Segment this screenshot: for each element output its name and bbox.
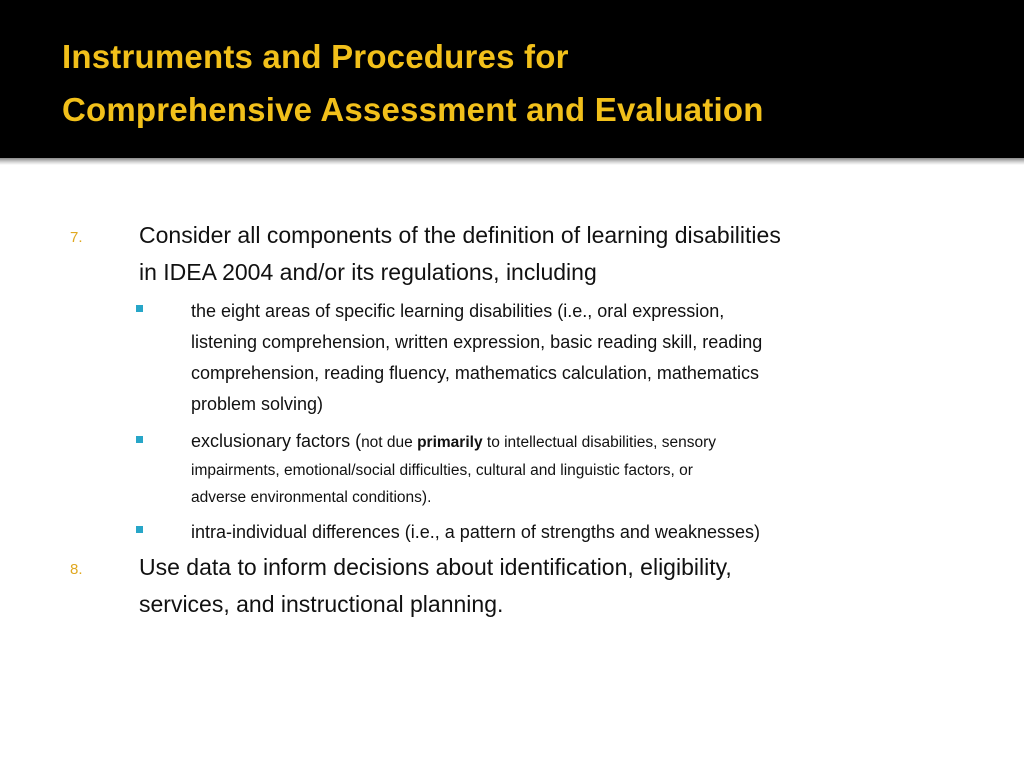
- item-number-7: 7.: [70, 229, 83, 246]
- subitem-areas-line-1: the eight areas of specific learning disabilities (i.e., oral expression,: [191, 301, 725, 321]
- subitem-exclusionary-line-2: impairments, emotional/social difficulties, cultural and linguistic factors, or: [191, 462, 693, 479]
- item-7-text: [139, 217, 989, 291]
- item-8-line-1: Use data to inform decisions about identification, eligibility,: [139, 554, 732, 580]
- subitem-intra-individual: [191, 517, 991, 548]
- item-7-line-1: Consider all components of the definition of learning disabilities: [139, 222, 781, 248]
- bullet-square-icon: [136, 526, 143, 533]
- exclusionary-lead: exclusionary factors (: [191, 431, 362, 451]
- exclusionary-post-bold: to intellectual disabilities, sensory: [482, 434, 717, 451]
- item-number-8: 8.: [70, 561, 83, 578]
- bullet-square-icon: [136, 305, 143, 312]
- subitem-intra-line: intra-individual differences (i.e., a pattern of strengths and weaknesses): [191, 522, 760, 542]
- subitem-areas-line-2: listening comprehension, written expression, basic reading skill, reading: [191, 332, 763, 352]
- subitem-areas-line-3: comprehension, reading fluency, mathematics calculation, mathematics: [191, 363, 759, 383]
- subitem-eight-areas: [191, 296, 991, 420]
- title-line-1: Instruments and Procedures for: [62, 38, 569, 75]
- bullet-square-icon: [136, 436, 143, 443]
- title-line-2: Comprehensive Assessment and Evaluation: [62, 91, 764, 128]
- subitem-areas-line-4: problem solving): [191, 394, 324, 414]
- item-7-line-2: in IDEA 2004 and/or its regulations, including: [139, 259, 597, 285]
- item-8-line-2: services, and instructional planning.: [139, 591, 504, 617]
- exclusionary-bold: primarily: [417, 434, 483, 451]
- subitem-exclusionary: [191, 427, 991, 511]
- subitem-exclusionary-line-1: [191, 427, 991, 457]
- item-8-text: [139, 549, 989, 623]
- subitem-exclusionary-line-3: adverse environmental conditions).: [191, 489, 432, 506]
- exclusionary-pre-bold: not due: [361, 434, 418, 451]
